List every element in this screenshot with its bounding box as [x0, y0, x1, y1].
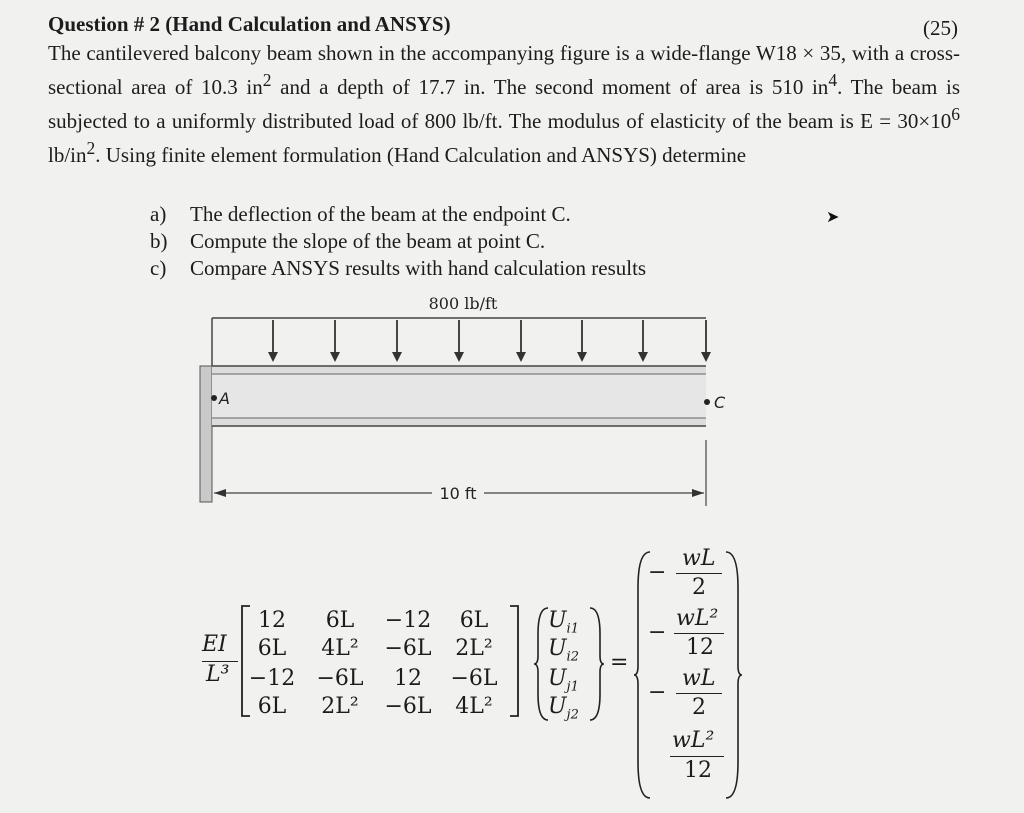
sup-area: 2 — [262, 70, 272, 90]
text-part-3: . The beam is subjected to a uniformly distributed load of 800 lb/ft. The modulus of elasticity of the beam is E = 30×10 — [48, 75, 960, 133]
k-cell: −6L — [384, 636, 432, 661]
task-text: The deflection of the beam at the endpoint C. — [190, 202, 571, 226]
load-den: 12 — [686, 635, 714, 660]
k-cell: −12 — [248, 666, 296, 691]
k-cell: 6L — [257, 636, 287, 661]
k-cell: −6L — [450, 666, 498, 691]
load-label: 800 lb/ft — [428, 294, 498, 313]
unknown-sub: i2 — [566, 649, 579, 665]
distributed-load — [212, 318, 711, 366]
sup-unit: 2 — [86, 138, 96, 158]
unknown-u — [548, 636, 579, 664]
k-cell: −12 — [384, 608, 432, 633]
k-cell: 2L² — [455, 636, 493, 661]
unknown-u — [548, 666, 579, 694]
load-den: 2 — [692, 695, 706, 720]
unknown-sub: i1 — [566, 621, 579, 637]
k-cell: 6L — [325, 608, 355, 633]
unknown-sub: j1 — [566, 679, 579, 695]
unknown-symbol: U — [548, 608, 567, 633]
length-label: 10 ft — [439, 484, 477, 503]
load-den: 2 — [692, 575, 706, 600]
question-points: (25) — [923, 16, 958, 40]
load-entry — [648, 606, 738, 662]
text-part-5: . Using finite element formulation (Hand Calculation and ANSYS) determine — [95, 143, 747, 167]
k-cell: −6L — [316, 666, 364, 691]
unknown-u — [548, 608, 579, 636]
ei-label: EI — [202, 632, 227, 657]
k-cell: 12 — [258, 608, 286, 633]
load-sign: − — [648, 680, 667, 705]
k-cell: 12 — [394, 666, 422, 691]
l3-label: L³ — [206, 662, 230, 687]
text-part-1: The cantilevered balcony beam shown in the accompanying figure is a wide-flange W18 × 35, with a cross-sectional area of 10.3 in — [48, 41, 960, 99]
k-cell: 2L² — [321, 694, 359, 719]
load-num: wL² — [676, 606, 719, 631]
unknown-sub: j2 — [566, 707, 579, 723]
load-sign: − — [648, 620, 667, 645]
text-part-2: and a depth of 17.7 in. The second moment of area is 510 in — [271, 75, 829, 99]
sup-e: 6 — [951, 104, 960, 124]
text-part-4: lb/in — [48, 143, 87, 167]
point-c-dot — [704, 399, 710, 405]
load-entry — [648, 666, 738, 722]
mouse-cursor-icon: ➤ — [826, 207, 840, 226]
equals-sign: = — [610, 650, 629, 675]
task-text: Compare ANSYS results with hand calculation results — [190, 256, 647, 280]
unknown-u — [548, 694, 579, 722]
load-sign: − — [648, 560, 667, 585]
load-num: wL — [682, 666, 716, 691]
task-label: b) — [150, 229, 168, 253]
task-label: c) — [150, 256, 167, 280]
task-label: a) — [150, 202, 167, 226]
stiffness-equation — [196, 540, 756, 810]
k-cell: 4L² — [321, 636, 359, 661]
point-a-dot — [211, 395, 217, 401]
k-cell: 6L — [459, 608, 489, 633]
sup-inertia: 4 — [828, 70, 838, 90]
k-cell: −6L — [384, 694, 432, 719]
k-cell: 6L — [257, 694, 287, 719]
point-c-label: C — [714, 393, 726, 412]
question-title: Question # 2 — [48, 12, 161, 36]
unknown-symbol: U — [548, 636, 567, 661]
k-cell: 4L² — [455, 694, 493, 719]
point-a-label: A — [219, 389, 230, 408]
load-num: wL² — [672, 728, 715, 753]
unknown-symbol: U — [548, 694, 567, 719]
load-entry — [648, 546, 738, 602]
wall-support — [200, 366, 212, 502]
beam — [212, 366, 706, 426]
load-num: wL — [682, 546, 716, 571]
load-den: 12 — [684, 758, 712, 783]
unknown-symbol: U — [548, 666, 567, 691]
task-text: Compute the slope of the beam at point C. — [190, 229, 546, 253]
question-subtitle: (Hand Calculation and ANSYS) — [165, 12, 451, 36]
load-entry — [648, 728, 738, 788]
